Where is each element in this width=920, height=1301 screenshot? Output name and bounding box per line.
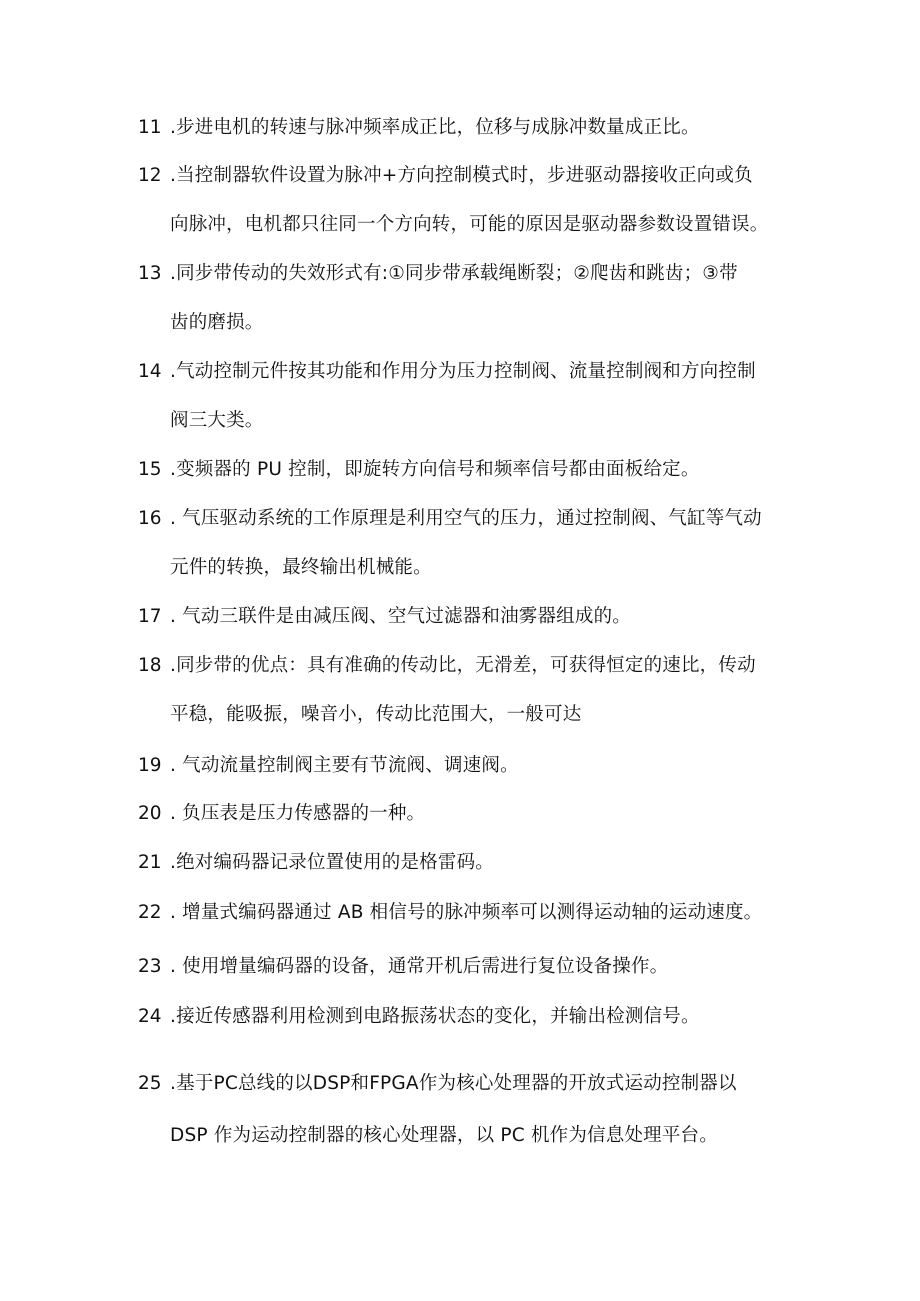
list-item-25-continuation <box>0 1119 920 1153</box>
list-item-18 <box>0 649 920 683</box>
item-text-continuation: 阀三大类。 <box>170 410 264 431</box>
item-text: . 气动三联件是由减压阀、空气过滤器和油雾器组成的。 <box>170 606 631 627</box>
item-number: 11 <box>138 117 162 138</box>
item-text: .绝对编码器记录位置使用的是格雷码。 <box>170 852 494 873</box>
item-number: 15 <box>138 459 162 480</box>
item-number: 14 <box>138 361 162 382</box>
item-text-continuation: DSP 作为运动控制器的核心处理器，以 PC 机作为信息处理平台。 <box>170 1125 718 1146</box>
list-item-11 <box>0 111 920 145</box>
list-item-16-continuation <box>0 551 920 585</box>
list-item-19 <box>0 749 920 783</box>
list-item-23 <box>0 950 920 984</box>
list-item-14-continuation <box>0 404 920 438</box>
list-item-16 <box>0 502 920 536</box>
item-text: . 气动流量控制阀主要有节流阀、调速阀。 <box>170 755 519 776</box>
list-item-22 <box>0 896 920 930</box>
list-item-18-continuation <box>0 698 920 732</box>
item-text: .同步带的优点：具有准确的传动比，无滑差，可获得恒定的速比，传动 <box>170 655 756 676</box>
item-text: .变频器的 PU 控制，即旋转方向信号和频率信号都由面板给定。 <box>170 459 700 480</box>
item-number: 13 <box>138 263 162 284</box>
item-text: .气动控制元件按其功能和作用分为压力控制阀、流量控制阀和方向控制 <box>170 361 756 382</box>
item-number: 19 <box>138 755 162 776</box>
item-text-continuation: 元件的转换，最终输出机械能。 <box>170 557 432 578</box>
item-number: 18 <box>138 655 162 676</box>
list-item-13 <box>0 257 920 291</box>
item-text: .步进电机的转速与脉冲频率成正比，位移与成脉冲数量成正比。 <box>170 117 700 138</box>
item-number: 25 <box>138 1073 162 1094</box>
item-number: 24 <box>138 1006 162 1027</box>
item-number: 23 <box>138 956 162 977</box>
item-text: .接近传感器利用检测到电路振荡状态的变化，并输出检测信号。 <box>170 1006 700 1027</box>
list-item-25 <box>0 1067 920 1101</box>
item-text-continuation: 向脉冲，电机都只往同一个方向转，可能的原因是驱动器参数设置错误。 <box>170 214 769 235</box>
item-text-continuation: 齿的磨损。 <box>170 312 264 333</box>
item-text-continuation: 平稳，能吸振，噪音小，传动比范围大，一般可达 <box>170 704 582 725</box>
list-item-21 <box>0 846 920 880</box>
item-number: 12 <box>138 165 162 186</box>
list-item-13-continuation <box>0 306 920 340</box>
item-text: .基于PC总线的以DSP和FPGA作为核心处理器的开放式运动控制器以 <box>170 1073 737 1094</box>
item-number: 20 <box>138 803 162 824</box>
list-item-20 <box>0 797 920 831</box>
item-text: . 增量式编码器通过 AB 相信号的脉冲频率可以测得运动轴的运动速度。 <box>170 902 763 923</box>
item-text: .同步带传动的失效形式有:①同步带承载绳断裂；②爬齿和跳齿；③带 <box>170 263 738 284</box>
list-item-24 <box>0 1000 920 1034</box>
item-number: 17 <box>138 606 162 627</box>
list-item-14 <box>0 355 920 389</box>
list-item-15 <box>0 453 920 487</box>
item-number: 16 <box>138 508 162 529</box>
item-text: . 负压表是压力传感器的一种。 <box>170 803 426 824</box>
list-item-17 <box>0 600 920 634</box>
item-text: .当控制器软件设置为脉冲+方向控制模式时，步进驱动器接收正向或负 <box>170 165 753 186</box>
list-item-12-continuation <box>0 208 920 242</box>
item-number: 21 <box>138 852 162 873</box>
item-text: . 气压驱动系统的工作原理是利用空气的压力，通过控制阀、气缸等气动 <box>170 508 762 529</box>
item-text: . 使用增量编码器的设备，通常开机后需进行复位设备操作。 <box>170 956 669 977</box>
item-number: 22 <box>138 902 162 923</box>
list-item-12 <box>0 159 920 193</box>
